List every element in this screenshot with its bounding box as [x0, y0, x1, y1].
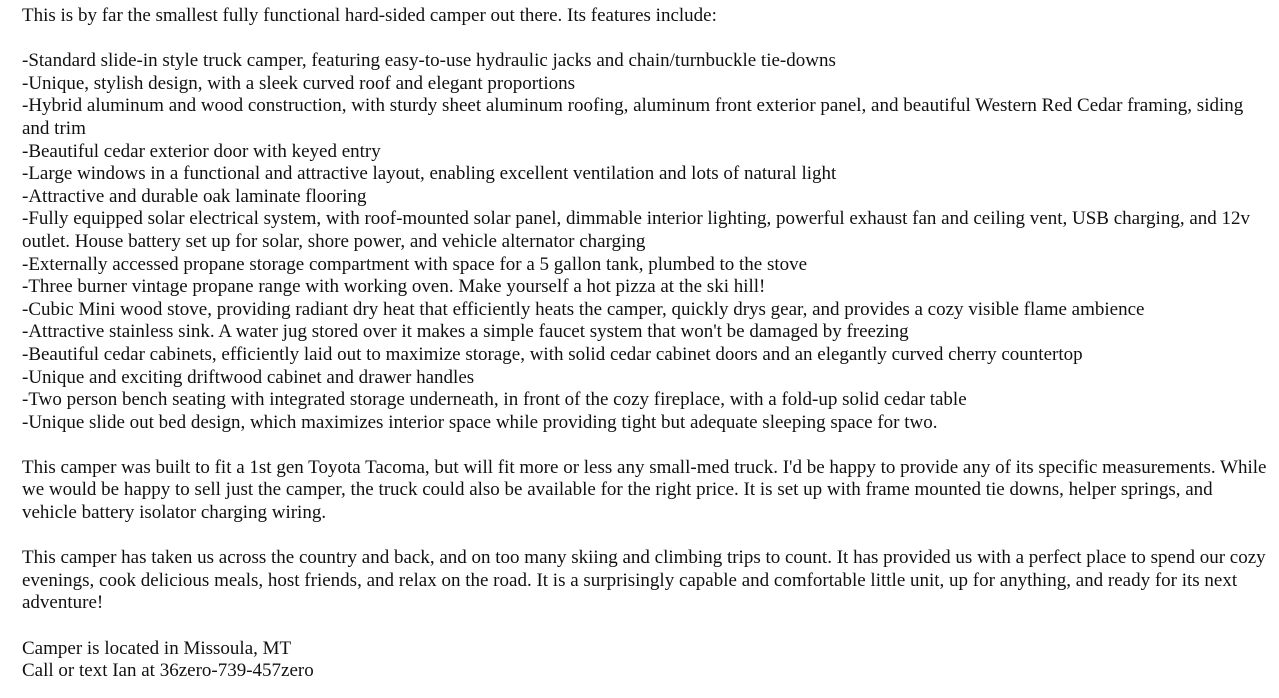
- paragraph-spacer: [22, 615, 1271, 638]
- feature-item: -Standard slide-in style truck camper, featuring easy-to-use hydraulic jacks and chain/turnbuckle tie-downs: [22, 50, 836, 72]
- travel-paragraph: This camper has taken us across the country and back, and on too many skiing and climbing trips to count. It has provided us with a perfect place to spend our cozy evenings, cook delicious meals, host friends, and relax on the road. It is a surprisingly capable and comfortable little unit, up for anything, and ready for its next adventure!: [22, 547, 1266, 614]
- feature-item: -Unique and exciting driftwood cabinet and drawer handles: [22, 366, 475, 388]
- paragraph-spacer: [22, 525, 1271, 548]
- feature-item: -Attractive and durable oak laminate flooring: [22, 185, 367, 207]
- truck-paragraph: This camper was built to fit a 1st gen Toyota Tacoma, but will fit more or less any small-med truck. I'd be happy to provide any of its specific measurements. While we would be happy to sell just the camper, the truck could also be available for the right price. It is set up with frame mounted tie downs, helper springs, and vehicle battery isolator charging wiring.: [22, 456, 1267, 524]
- feature-item: -Fully equipped solar electrical system, with roof-mounted solar panel, dimmable interior lighting, powerful exhaust fan and ceiling vent, USB charging, and 12v outlet. House battery set up for solar, shore power, and vehicle alternator charging: [22, 208, 1251, 252]
- feature-item: -Beautiful cedar exterior door with keyed entry: [22, 140, 381, 162]
- feature-item: -Three burner vintage propane range with working oven. Make yourself a hot pizza at the ski hill!: [22, 276, 766, 298]
- feature-item: -Unique, stylish design, with a sleek curved roof and elegant proportions: [22, 72, 575, 94]
- location-line: Camper is located in Missoula, MT: [22, 637, 292, 659]
- feature-item: -Two person bench seating with integrated storage underneath, in front of the cozy fireplace, with a fold-up solid cedar table: [22, 389, 967, 411]
- intro-paragraph: This is by far the smallest fully functional hard-sided camper out there. Its features include:: [22, 5, 717, 26]
- feature-item: -Large windows in a functional and attractive layout, enabling excellent ventilation and lots of natural light: [22, 163, 837, 185]
- feature-list: [22, 50, 1271, 434]
- paragraph-spacer: [22, 434, 1271, 457]
- feature-item: -Beautiful cedar cabinets, efficiently laid out to maximize storage, with solid cedar cabinet doors and an elegantly curved cherry countertop: [22, 343, 1083, 365]
- feature-item: -Hybrid aluminum and wood construction, with sturdy sheet aluminum roofing, aluminum front exterior panel, and beautiful Western Red Cedar framing, siding and trim: [22, 95, 1244, 139]
- feature-item: -Unique slide out bed design, which maximizes interior space while providing tight but adequate sleeping space for two.: [22, 411, 938, 433]
- feature-item: -Attractive stainless sink. A water jug stored over it makes a simple faucet system that won't be damaged by freezing: [22, 321, 909, 343]
- feature-item: -Externally accessed propane storage compartment with space for a 5 gallon tank, plumbed to the stove: [22, 253, 808, 275]
- paragraph-spacer: [22, 28, 1271, 51]
- feature-item: -Cubic Mini wood stove, providing radiant dry heat that efficiently heats the camper, quickly drys gear, and provides a cozy visible flame ambience: [22, 298, 1145, 320]
- phone-line: Call or text Ian at 36zero-739-457zero: [22, 660, 314, 682]
